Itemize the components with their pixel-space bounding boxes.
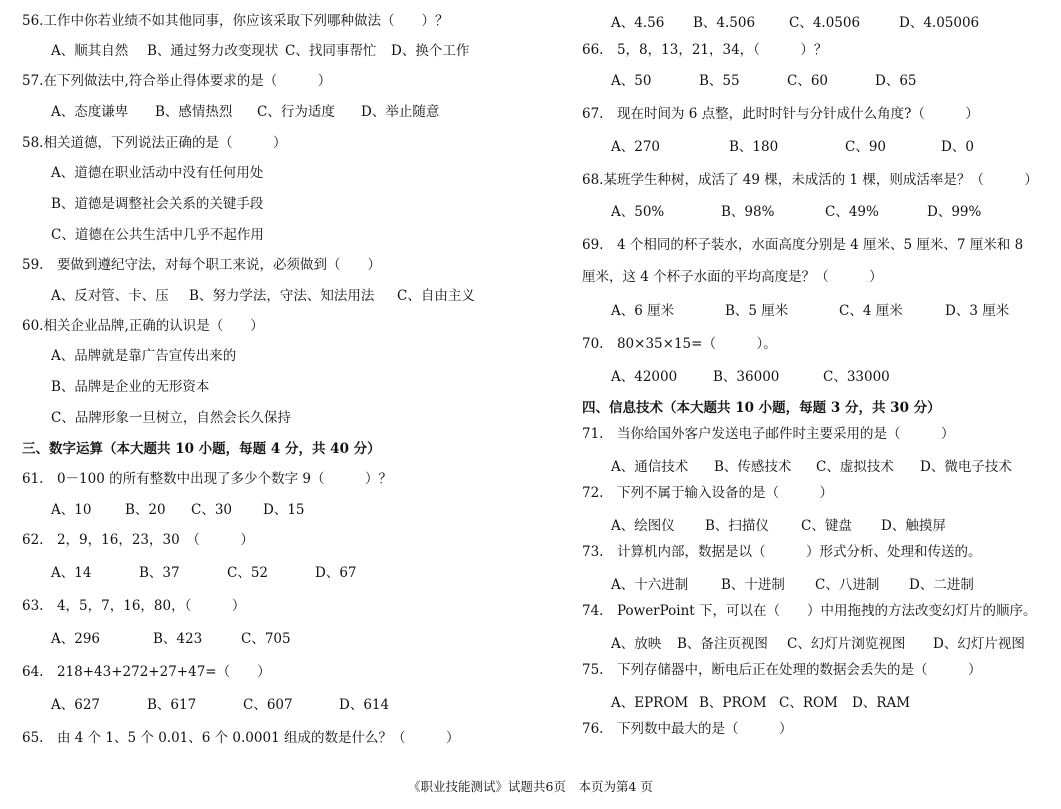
option-c: C、30 xyxy=(191,502,233,518)
option-c: C、行为适度 xyxy=(257,104,335,120)
option-b: B、感情热烈 xyxy=(155,104,233,120)
option-d: D、幻灯片视图 xyxy=(933,636,1025,652)
question-61: 61. 0－100 的所有整数中出现了多少个数字 9（ ）？ xyxy=(22,471,392,487)
question-56-options xyxy=(51,42,469,60)
option-c: C、找同事帮忙 xyxy=(285,43,377,59)
question-59: 59. 要做到遵纪守法，对每个职工来说，必须做到（ ） xyxy=(22,257,381,273)
option-c: C、品牌形象一旦树立，自然会长久保持 xyxy=(51,410,291,426)
option-b: B、努力学法，守法、知法用法 xyxy=(189,288,375,304)
option-a: A、十六进制 xyxy=(611,577,689,593)
question-72-options xyxy=(611,517,946,535)
option-a: A、50% xyxy=(611,204,665,220)
question-59-options xyxy=(51,287,475,305)
option-b: B、传感技术 xyxy=(714,459,792,475)
option-d: D、15 xyxy=(263,502,305,518)
option-b: B、PROM xyxy=(699,695,767,711)
question-75: 75. 下列存储器中，断电后正在处理的数据会丢失的是（ ） xyxy=(582,662,982,678)
option-b: B、55 xyxy=(699,73,740,89)
option-b: B、扫描仪 xyxy=(705,518,769,534)
question-71: 71. 当你给国外客户发送电子邮件时主要采用的是（ ） xyxy=(582,426,955,442)
option-d: D、举止随意 xyxy=(361,104,440,120)
option-b: B、423 xyxy=(153,631,203,647)
question-76: 76. 下列数中最大的是（ ） xyxy=(582,721,793,737)
option-c: C、52 xyxy=(227,565,269,581)
option-b: B、通过努力改变现状 xyxy=(147,43,279,59)
question-67-options xyxy=(611,138,974,156)
question-60: 60.相关企业品牌,正确的认识是（ ） xyxy=(22,318,264,334)
page-footer: 《职业技能测试》试题共6页 本页为第4 页 xyxy=(408,779,653,794)
option-c: C、键盘 xyxy=(801,518,852,534)
option-a: A、10 xyxy=(51,502,92,518)
question-61-options xyxy=(51,501,305,519)
option-a: A、42000 xyxy=(611,369,678,385)
question-68-options xyxy=(611,203,981,221)
question-64-options xyxy=(51,696,389,714)
question-56: 56.工作中你若业绩不如其他同事，你应该采取下列哪种做法（ ）？ xyxy=(22,13,449,29)
option-d: D、65 xyxy=(875,73,917,89)
option-d: D、触摸屏 xyxy=(881,518,946,534)
option-d: D、614 xyxy=(339,697,390,713)
option-c: C、幻灯片浏览视图 xyxy=(787,636,906,652)
option-d: D、换个工作 xyxy=(391,43,470,59)
option-c: C、自由主义 xyxy=(397,288,475,304)
question-63-options xyxy=(51,630,291,648)
option-b: B、备注页视图 xyxy=(677,636,768,652)
option-c: C、八进制 xyxy=(815,577,880,593)
option-c: C、90 xyxy=(845,139,887,155)
option-a: A、绘图仪 xyxy=(611,518,675,534)
option-b: B、36000 xyxy=(713,369,780,385)
option-a: A、放映 xyxy=(611,636,662,652)
option-a: A、296 xyxy=(51,631,101,647)
question-73-options xyxy=(611,576,974,594)
option-d: D、4.05006 xyxy=(899,15,980,31)
option-b: B、道德是调整社会关系的关键手段 xyxy=(51,196,264,212)
question-74: 74. PowerPoint 下，可以在（ ）中用拖拽的方法改变幻灯片的顺序。 xyxy=(582,603,1037,619)
question-69-options xyxy=(611,302,1009,320)
option-b: B、十进制 xyxy=(721,577,785,593)
question-73: 73. 计算机内部，数据是以（ ）形式分析、处理和传送的。 xyxy=(582,544,982,560)
question-66: 66. 5，8，13，21，34，（ ）？ xyxy=(582,42,828,58)
option-b: B、37 xyxy=(139,565,180,581)
option-b: B、617 xyxy=(147,697,197,713)
option-c: C、607 xyxy=(243,697,293,713)
option-a: A、通信技术 xyxy=(611,459,689,475)
option-a: A、6 厘米 xyxy=(611,303,675,319)
option-d: D、RAM xyxy=(852,695,911,711)
option-c: C、60 xyxy=(787,73,829,89)
option-a: A、反对管、卡、压 xyxy=(51,288,169,304)
question-69-continued: 厘米，这 4 个杯子水面的平均高度是？（ ） xyxy=(582,269,883,285)
question-63: 63. 4，5，7，16，80，（ ） xyxy=(22,598,246,614)
question-68: 68.某班学生种树，成活了 49 棵，未成活的 1 棵，则成活率是？（ ） xyxy=(582,172,1038,188)
option-d: D、67 xyxy=(315,565,357,581)
option-c: C、道德在公共生活中几乎不起作用 xyxy=(51,227,264,243)
option-a: A、态度谦卑 xyxy=(51,104,129,120)
section-4-heading: 四、信息技术（本大题共 10 小题，每题 3 分，共 30 分） xyxy=(582,400,941,416)
question-66-options xyxy=(611,72,917,90)
question-65: 65. 由 4 个 1、5 个 0.01、6 个 0.0001 组成的数是什么？（ ） xyxy=(22,730,460,746)
option-b: B、品牌是企业的无形资本 xyxy=(51,379,210,395)
question-75-options xyxy=(611,694,910,712)
question-57: 57.在下列做法中,符合举止得体要求的是（ ） xyxy=(22,73,332,89)
option-d: D、99% xyxy=(927,204,982,220)
option-c: C、705 xyxy=(241,631,291,647)
section-3-heading: 三、数字运算（本大题共 10 小题，每题 4 分，共 40 分） xyxy=(22,441,381,457)
question-71-options xyxy=(611,458,1012,476)
option-a: A、道德在职业活动中没有任何用处 xyxy=(51,165,264,181)
option-c: C、虚拟技术 xyxy=(816,459,894,475)
question-70: 70. 80×35×15=（ ）。 xyxy=(582,336,777,352)
question-58: 58.相关道德，下列说法正确的是（ ） xyxy=(22,135,287,151)
option-d: D、微电子技术 xyxy=(920,459,1012,475)
option-a: A、品牌就是靠广告宣传出来的 xyxy=(51,348,237,364)
option-b: B、98% xyxy=(721,204,775,220)
option-c: C、33000 xyxy=(823,369,890,385)
question-62-options xyxy=(51,564,357,582)
question-67: 67. 现在时间为 6 点整，此时时针与分针成什么角度?（ ） xyxy=(582,106,979,122)
question-64: 64. 218+43+272+27+47=（ ） xyxy=(22,664,271,680)
question-57-options xyxy=(51,103,439,121)
option-d: D、3 厘米 xyxy=(945,303,1010,319)
option-d: D、0 xyxy=(941,139,974,155)
option-c: C、ROM xyxy=(779,695,838,711)
option-b: B、4.506 xyxy=(693,15,756,31)
option-d: D、二进制 xyxy=(909,577,974,593)
option-a: A、4.56 xyxy=(611,15,665,31)
option-c: C、4.0506 xyxy=(789,15,861,31)
option-a: A、顺其自然 xyxy=(51,43,129,59)
option-a: A、270 xyxy=(611,139,661,155)
question-65-options xyxy=(611,14,979,32)
question-72: 72. 下列不属于输入设备的是（ ） xyxy=(582,485,833,501)
option-c: C、4 厘米 xyxy=(839,303,903,319)
question-70-options xyxy=(611,368,890,386)
option-a: A、EPROM xyxy=(611,695,689,711)
option-a: A、14 xyxy=(51,565,92,581)
option-c: C、49% xyxy=(825,204,879,220)
option-a: A、50 xyxy=(611,73,652,89)
option-b: B、180 xyxy=(729,139,779,155)
question-69: 69. 4 个相同的杯子装水，水面高度分别是 4 厘米、5 厘米、7 厘米和 8 xyxy=(582,237,1024,253)
option-a: A、627 xyxy=(51,697,101,713)
question-74-options xyxy=(611,635,1025,653)
option-b: B、20 xyxy=(125,502,166,518)
option-b: B、5 厘米 xyxy=(725,303,789,319)
question-62: 62. 2，9，16，23，30 （ ） xyxy=(22,532,254,548)
